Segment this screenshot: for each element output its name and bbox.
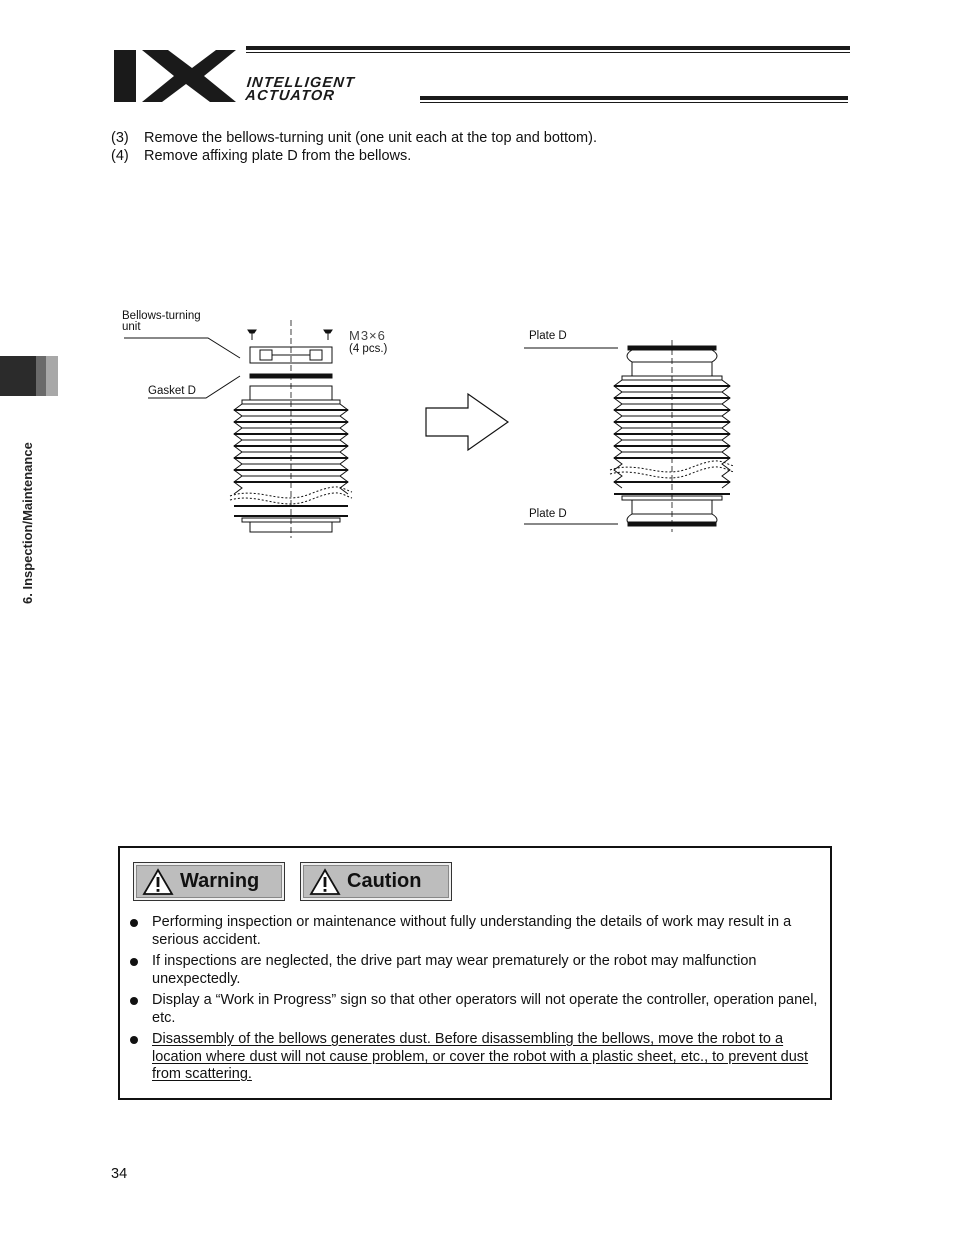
bullet-text: Display a “Work in Progress” sign so that other operators will not operate the controller, operation panel, etc. bbox=[152, 992, 818, 1026]
label-gasket-d: Gasket D bbox=[148, 385, 196, 397]
bullet-icon bbox=[130, 919, 138, 927]
caution-badge bbox=[300, 862, 452, 901]
step-text: Remove affixing plate D from the bellows. bbox=[144, 148, 412, 164]
list-item bbox=[130, 992, 830, 1027]
list-item bbox=[130, 914, 830, 949]
step-3 bbox=[111, 129, 597, 147]
header-rule-top-thin bbox=[246, 52, 850, 53]
warning-triangle-icon bbox=[142, 868, 174, 896]
chapter-tab-light bbox=[46, 356, 58, 396]
header-rule-top bbox=[246, 46, 850, 50]
caution-label: Caution bbox=[347, 870, 422, 892]
label-line-2: unit bbox=[122, 321, 141, 333]
list-item bbox=[130, 953, 830, 988]
bullet-text: Disassembly of the bellows generates dust. Before disassembling the bellows, move the robot to a location where dust will not cause problem, or cover the robot with a plastic sheet, etc., to prevent dust from scattering. bbox=[152, 1031, 809, 1082]
bellows-disassembly-diagram bbox=[110, 300, 750, 550]
step-number: (3) bbox=[111, 130, 129, 146]
screw-right bbox=[324, 330, 332, 340]
brand-line-1: INTELLIGENT bbox=[245, 75, 356, 91]
label-plate-d-top: Plate D bbox=[529, 330, 567, 342]
step-4 bbox=[111, 147, 411, 165]
safety-notice-box bbox=[118, 846, 832, 1100]
brand-wordmark bbox=[245, 77, 356, 103]
chapter-label: 6. Inspection/Maintenance bbox=[20, 442, 35, 604]
label-line-1: Bellows-turning bbox=[122, 310, 201, 322]
label-screw-count: (4 pcs.) bbox=[349, 343, 388, 355]
warning-badge bbox=[133, 862, 285, 901]
header-rule-bottom bbox=[420, 96, 848, 100]
brand-line-2: ACTUATOR bbox=[244, 88, 336, 104]
bullet-icon bbox=[130, 958, 138, 966]
screw-left bbox=[248, 330, 256, 340]
list-item bbox=[130, 1031, 830, 1084]
chapter-tab-dark bbox=[0, 356, 36, 396]
safety-bullet-list bbox=[130, 914, 830, 1088]
ix-logo bbox=[112, 46, 236, 104]
bullet-text: If inspections are neglected, the drive part may wear prematurely or the robot may malfunction unexpectedly. bbox=[152, 953, 757, 987]
step-text: Remove the bellows-turning unit (one unit each at the top and bottom). bbox=[144, 130, 597, 146]
bullet-icon bbox=[130, 1036, 138, 1044]
chapter-tab-mid bbox=[36, 356, 46, 396]
bullet-icon bbox=[130, 997, 138, 1005]
bullet-text: Performing inspection or maintenance without fully understanding the details of work may result in a serious accident. bbox=[152, 914, 792, 948]
caution-triangle-icon bbox=[309, 868, 341, 896]
label-plate-d-bottom: Plate D bbox=[529, 508, 567, 520]
label-screw-size: M3×6 bbox=[349, 328, 386, 343]
step-number: (4) bbox=[111, 148, 129, 164]
warning-label: Warning bbox=[180, 870, 260, 892]
page-number: 34 bbox=[111, 1166, 128, 1182]
header-rule-bottom-thin bbox=[420, 102, 848, 103]
